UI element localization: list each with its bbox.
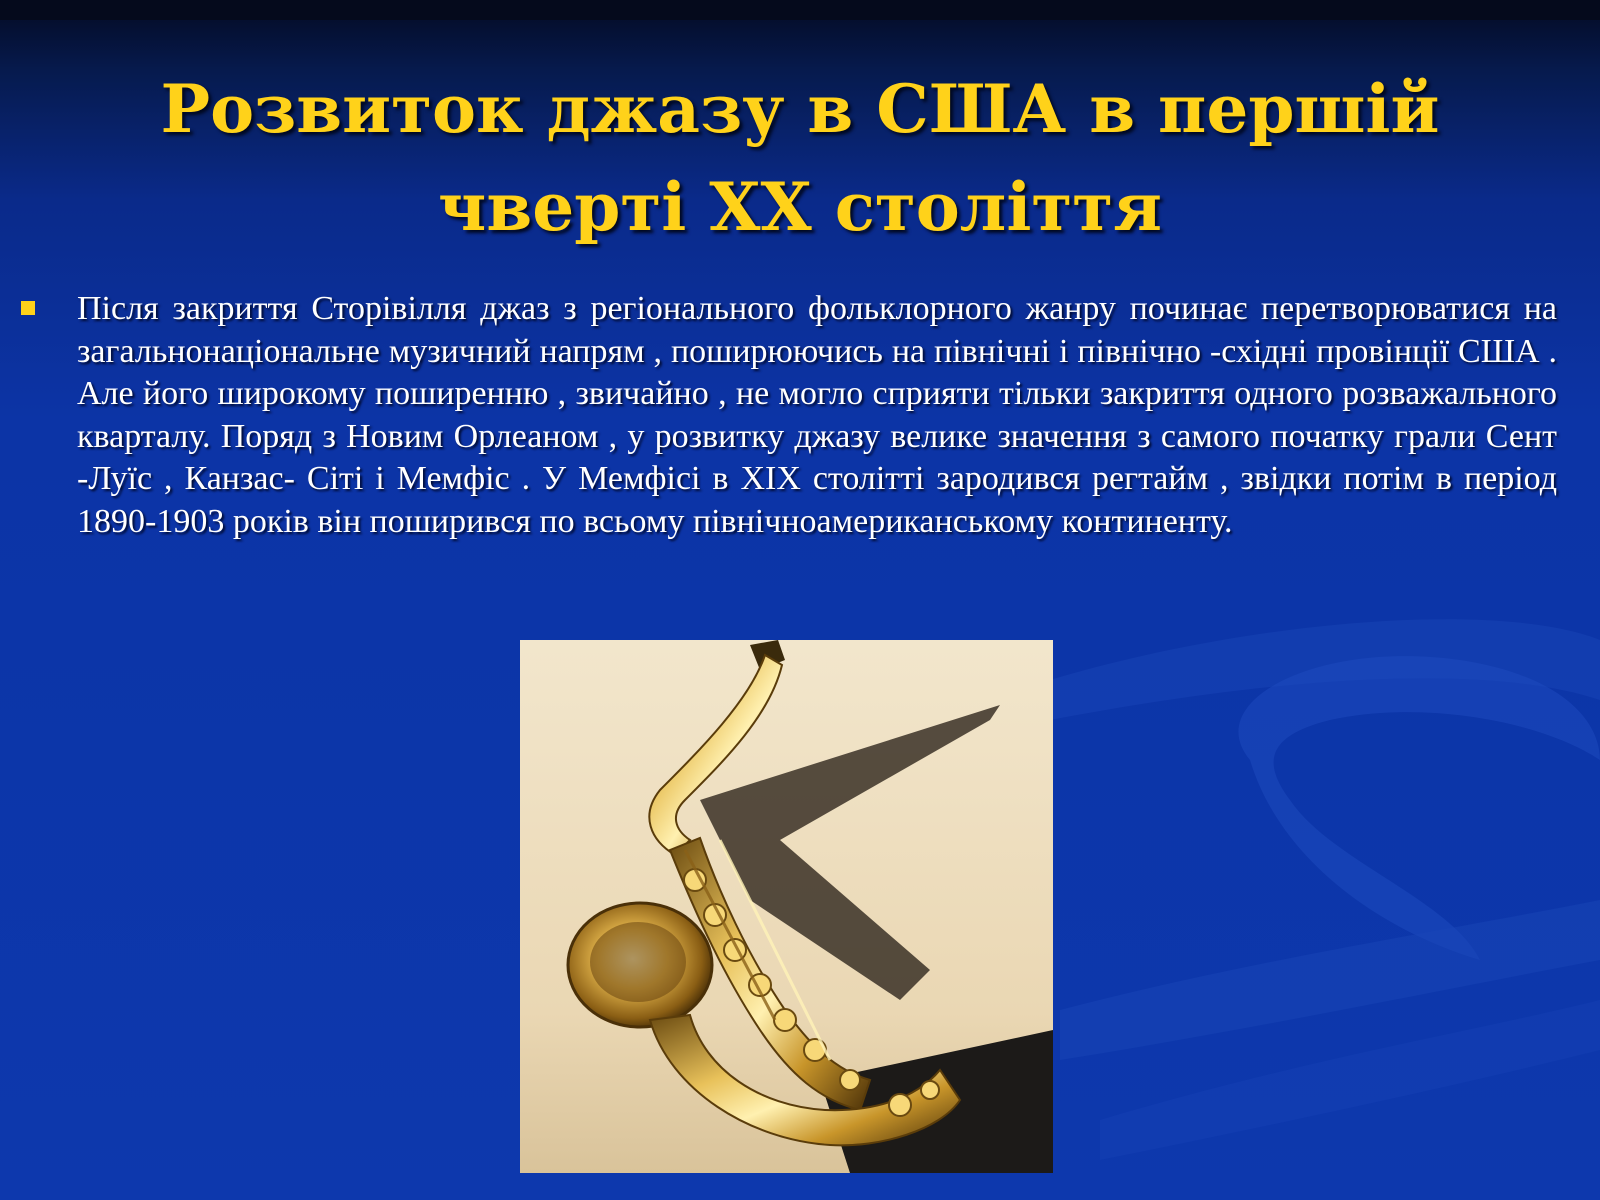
saxophone-photo: [520, 640, 1053, 1173]
square-bullet-icon: [21, 301, 35, 315]
saxophone-illustration: [520, 640, 1053, 1173]
bullet-text: Після закриття Сторівілля джаз з регіонального фольклорного жанру починає перетворюватися на загальнонаціональне музичний напрям , поширюючись на північні і північно -східні провінції США . Але його широкому поширенню , звичайно , не могло сприяти тільки закриття одного розважального кварталу. Поряд з Новим Орлеаном , у розвитку джазу велике значення з самого початку грали Сент -Луїс , Канзас- Сіті і Мемфіс . У Мемфісі в XIX столітті зародився регтайм , звідки потім в період 1890-1903 років він поширився по всьому північноамериканському континенту.: [77, 290, 1557, 540]
title-line-2: чверті XX століття: [438, 168, 1162, 246]
title-line-1: Розвиток джазу в США в першій: [160, 70, 1440, 148]
slide-title: [120, 60, 1480, 256]
